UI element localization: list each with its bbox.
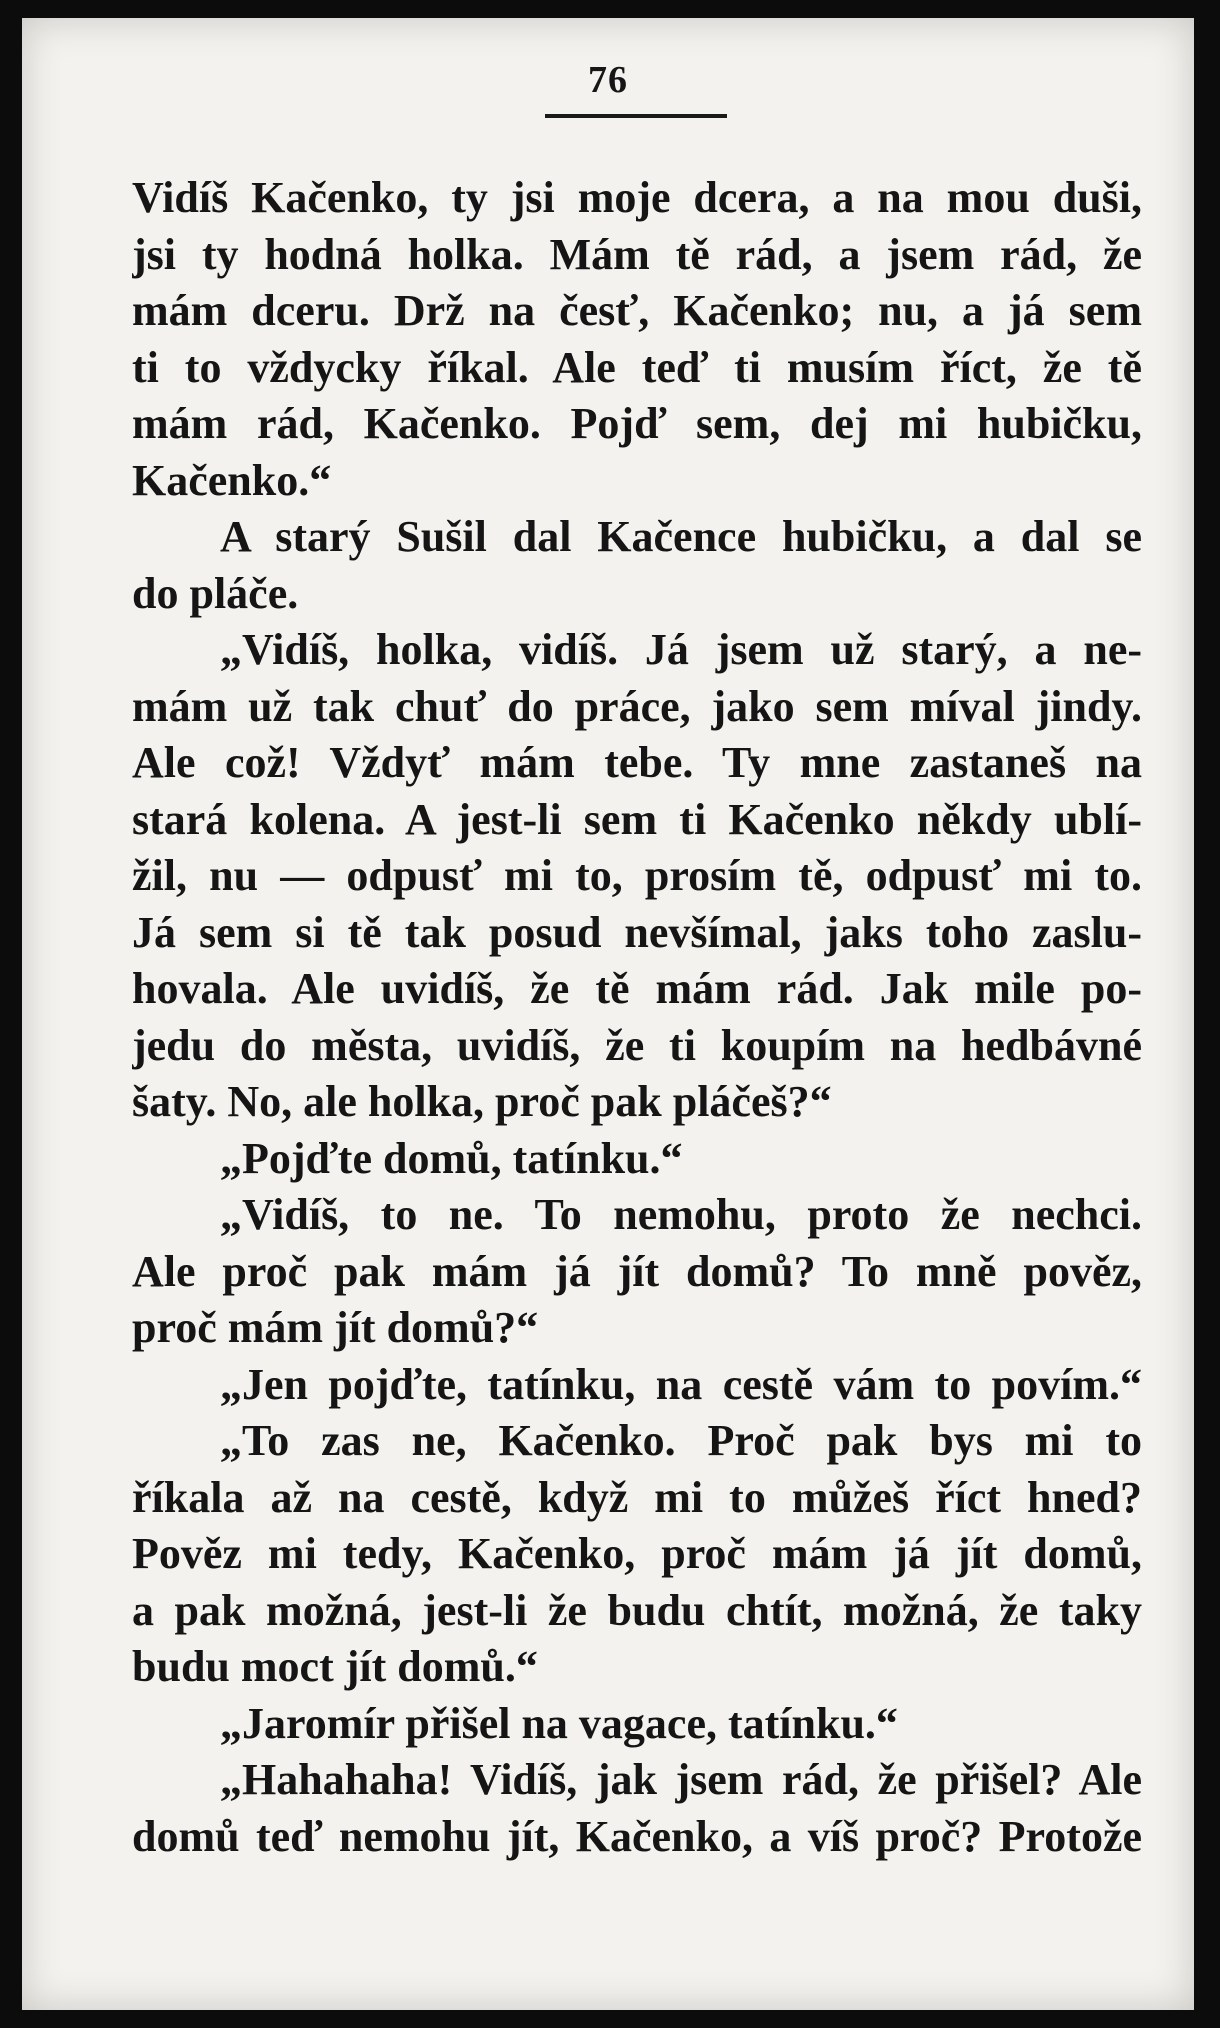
text-line: Kačenko.“ (132, 455, 332, 505)
text-line: „To zas ne, Kačenko. Proč pak bys mi to (220, 1416, 1142, 1465)
text-line: jedu do města, uvidíš, že ti koupím na hedbávné (132, 1020, 1142, 1070)
text-line: říkala až na cestě, když mi to můžeš říct hned? (132, 1472, 1142, 1522)
text-line: a pak možná, jest-li že budu chtít, možná, že taky (132, 1585, 1142, 1635)
text-line: Ale což! Vždyť mám tebe. Ty mne zastaneš na (132, 738, 1142, 787)
text-line: Pověz mi tedy, Kačenko, proč mám já jít domů, (132, 1529, 1142, 1578)
text-line: „Hahahaha! Vidíš, jak jsem rád, že přišel? Ale (220, 1755, 1142, 1804)
text-line: žil, nu — odpusť mi to, prosím tě, odpusť mi to. (132, 851, 1142, 900)
page-number: 76 (588, 59, 628, 101)
text-line: Já sem si tě tak posud nevšímal, jaks toho zaslu- (132, 907, 1142, 957)
text-line: „Pojďte domů, tatínku.“ (220, 1133, 683, 1183)
text-line: „Jen pojďte, tatínku, na cestě vám to povím.“ (220, 1359, 1142, 1409)
text-line: mám dceru. Drž na česť, Kačenko; nu, a já sem (132, 286, 1142, 335)
text-line: Vidíš Kačenko, ty jsi moje dcera, a na mou duši, (132, 173, 1142, 222)
text-line: do pláče. (132, 568, 299, 618)
body-text (132, 170, 1142, 1865)
text-line: jsi ty hodná holka. Mám tě rád, a jsem rád, že (132, 229, 1142, 279)
text-line: stará kolena. A jest-li sem ti Kačenko někdy ublí- (132, 794, 1142, 844)
text-line: domů teď nemohu jít, Kačenko, a víš proč? Protože (132, 1811, 1142, 1861)
text-line: proč mám jít domů?“ (132, 1303, 539, 1352)
text-line: ti to vždycky říkal. Ale teď ti musím říct, že tě (132, 342, 1142, 392)
text-line: hovala. Ale uvidíš, že tě mám rád. Jak mile po- (132, 964, 1142, 1013)
text-line: „Jaromír přišel na vagace, tatínku.“ (220, 1698, 898, 1748)
text-line: mám rád, Kačenko. Pojď sem, dej mi hubičku, (132, 399, 1142, 448)
text-line: mám už tak chuť do práce, jako sem míval jindy. (132, 681, 1142, 731)
text-line: Ale proč pak mám já jít domů? To mně pověz, (132, 1246, 1142, 1296)
text-line: „Vidíš, to ne. To nemohu, proto že nechci. (220, 1190, 1142, 1239)
book-page (22, 18, 1194, 2010)
header-rule (545, 114, 727, 118)
text-line: „Vidíš, holka, vidíš. Já jsem už starý, a ne- (220, 625, 1142, 674)
text-line: šaty. No, ale holka, proč pak pláčeš?“ (132, 1077, 832, 1126)
text-line: A starý Sušil dal Kačence hubičku, a dal se (220, 512, 1142, 561)
text-line: budu moct jít domů.“ (132, 1642, 538, 1691)
